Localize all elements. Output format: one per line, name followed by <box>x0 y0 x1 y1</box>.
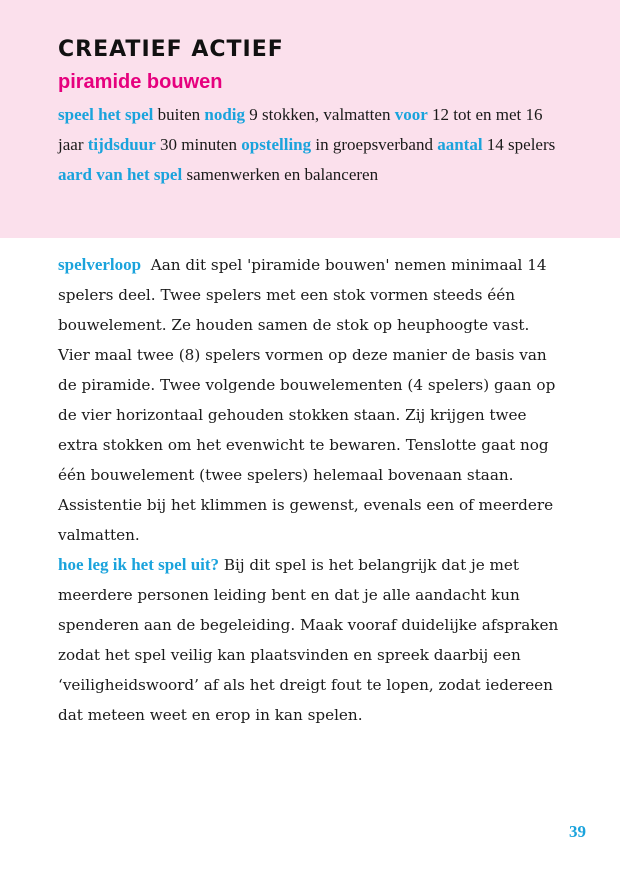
meta-label-nodig: nodig <box>204 105 246 124</box>
spelverloop-label: spelverloop <box>58 255 142 274</box>
meta-label-voor: voor <box>394 105 428 124</box>
meta-label-aard: aard van het spel <box>58 165 183 184</box>
uitleg-text: Bij dit spel is het belangrijk dat je met meerdere personen leiding bent en dat je alle aandacht kun spenderen aan de begeleiding. Maak vooraf duidelijke afspraken zodat het spel veilig kan plaatsvinden en spreek daarbij een ‘veiligheidswoord’ af als het dreigt fout te lopen, zodat iedereen dat meteen weet en erop in kan spelen. <box>58 556 559 724</box>
page-number: 39 <box>569 822 586 841</box>
meta-value-aantal: 14 spelers <box>486 135 556 154</box>
meta-value-aard: samenwerken en balanceren <box>186 165 379 184</box>
meta-label-spel: speel het spel <box>58 105 154 124</box>
uitleg-label: hoe leg ik het spel uit? <box>58 555 220 574</box>
meta-label-opstelling: opstelling <box>241 135 312 154</box>
spelverloop-text: Aan dit spel 'piramide bouwen' nemen minimaal 14 spelers deel. Twee spelers met een stok vormen steeds één bouwelement. Ze houden samen de stok op heuphoogte vast. Vier maal twee (8) spelers vormen op deze manier de basis van de piramide. Twee volgende bouwelementen (4 spelers) gaan op de vier horizontaal gehouden stokken staan. Zij krijgen twee extra stokken om het evenwicht te bewaren. Tenslotte gaat nog één bouwelement (twee spelers) helemaal bovenaan staan. Assistentie bij het klimmen is gewenst, evenals een of meerdere valmatten. <box>58 256 556 544</box>
section-title: CREATIEF ACTIEF <box>58 37 284 62</box>
meta-value-opstelling: in groepsverband <box>315 135 433 154</box>
meta-value-tijdsduur: 30 minuten <box>160 135 237 154</box>
meta-label-aantal: aantal <box>437 135 483 154</box>
body-text <box>58 250 564 730</box>
meta-value-nodig: 9 stokken, valmatten <box>249 105 391 124</box>
game-meta <box>58 100 558 190</box>
game-title: piramide bouwen <box>58 71 223 93</box>
meta-value-spel: buiten <box>157 105 201 124</box>
meta-value-voor: 12 tot en met 16 jaar <box>58 105 543 154</box>
meta-label-tijdsduur: tijdsduur <box>87 135 156 154</box>
